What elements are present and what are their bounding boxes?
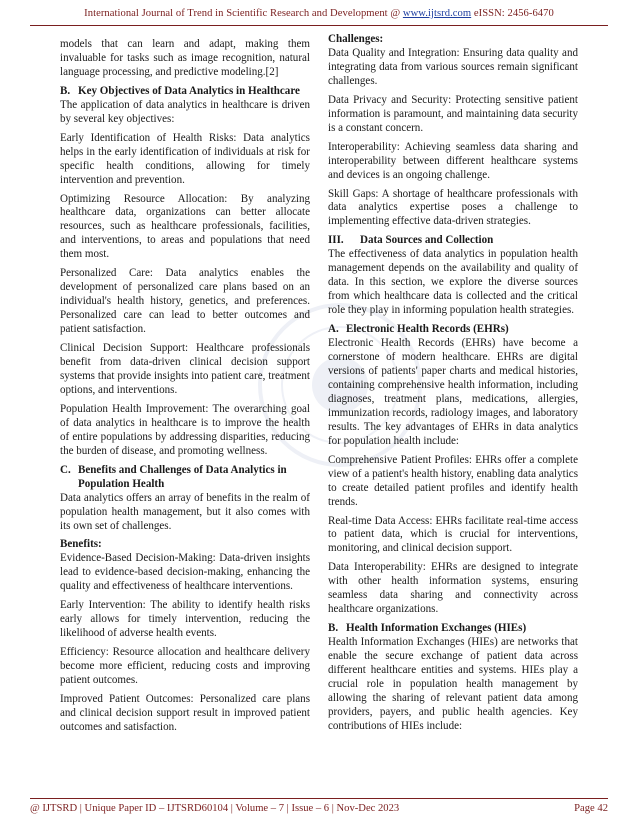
footer-info: @ IJTSRD | Unique Paper ID – IJTSRD60104 | Volume – 7 | Issue – 6 | Nov-Dec 2023 (30, 803, 400, 814)
paragraph: The application of data analytics in healthcare is driven by several key objectives: (60, 98, 310, 125)
section-number: C. (60, 463, 71, 476)
paragraph: Interoperability: Achieving seamless data sharing and interoperability between different healthcare systems and devices is an ongoing challenge. (328, 140, 578, 181)
paragraph: Early Intervention: The ability to identify health risks early allows for timely intervention, reducing the likelihood of adverse health events. (60, 599, 310, 640)
paragraph: Efficiency: Resource allocation and healthcare delivery become more efficient, reducing costs and improving patient outcomes. (60, 646, 310, 687)
journal-url-link[interactable]: www.ijtsrd.com (402, 8, 472, 19)
paragraph: Evidence-Based Decision-Making: Data-driven insights lead to evidence-based decision-making, enhancing the quality and effectiveness of healthcare interventions. (60, 552, 310, 593)
benefits-label: Benefits: (60, 538, 102, 551)
paragraph: Early Identification of Health Risks: Data analytics helps in the early identification of individuals at risk for specific health conditions, allowing for timely intervention and prevention. (60, 131, 310, 186)
paragraph: Improved Patient Outcomes: Personalized care plans and clinical decision support result in improved patient outcomes and satisfaction. (60, 692, 310, 733)
subsection-heading-a (328, 323, 578, 337)
section-number: B. (328, 622, 339, 635)
paragraph: Real-time Data Access: EHRs facilitate real-time access to patient data, which is crucial for interventions, monitoring, and clinical decision support. (328, 514, 578, 555)
paragraph: Population Health Improvement: The overarching goal of data analytics in healthcare is to improve the health of entire populations by addressing disparities, reducing the burden of disease, and promoting wellness. (60, 402, 310, 457)
paragraph: Health Information Exchanges (HIEs) are networks that enable the secure exchange of patient data across different healthcare entities and systems. HIEs play a crucial role in population health management by allowing the sharing of relevant patient data among providers, payers, and public health agencies. Key contributions of HIEs include: (328, 636, 578, 732)
section-heading-c (60, 464, 310, 492)
header-rule (30, 25, 608, 26)
paragraph: Data Interoperability: EHRs are designed to integrate with other health information systems, ensuring seamless data sharing and connectivity across healthcare organizations. (328, 561, 578, 616)
paragraph: Electronic Health Records (EHRs) have become a cornerstone of modern healthcare. EHRs are digital versions of patients' paper charts and medical histories, containing comprehensive health information, including diagnoses, treatment plans, medications, allergies, immunization records, radiology images, and laboratory results. The key advantages of EHRs in data analytics for population health include: (328, 337, 578, 447)
paragraph: Optimizing Resource Allocation: By analyzing healthcare data, organizations can better allocate resources, such as healthcare professionals, facilities, and interventions, to areas and populations that need them most. (60, 192, 310, 261)
paragraph: Skill Gaps: A shortage of healthcare professionals with data analytics expertise poses a challenge to implementing effective data-driven strategies. (328, 187, 578, 228)
paragraph: Data analytics offers an array of benefits in the realm of population health management, but it also comes with its own set of challenges. (60, 491, 310, 532)
running-header (0, 8, 638, 19)
paragraph: Personalized Care: Data analytics enables the development of personalized care plans based on an individual's health history, genetics, and preferences. Personalized care can lead to better outcomes and patient satisfaction. (60, 267, 310, 336)
subsection-heading-b (328, 622, 578, 636)
running-footer (30, 798, 608, 814)
section-number: A. (328, 323, 339, 336)
page-number: Page 42 (574, 803, 608, 814)
paragraph: models that can learn and adapt, making them invaluable for tasks such as image recognition, natural language processing, and predictive modeling.[2] (60, 38, 310, 78)
section-number: B. (60, 84, 71, 97)
section-title: Benefits and Challenges of Data Analytics in Population Health (78, 463, 287, 490)
section-title: Health Information Exchanges (HIEs) (346, 622, 527, 635)
section-heading-iii (328, 234, 578, 248)
paragraph: Data Privacy and Security: Protecting sensitive patient information is paramount, and maintaining data security is a constant concern. (328, 93, 578, 134)
section-heading-b (60, 85, 310, 99)
left-column (60, 38, 310, 735)
section-number: III. (328, 234, 344, 247)
challenges-label: Challenges: (328, 33, 384, 45)
paragraph: Clinical Decision Support: Healthcare professionals benefit from data-driven clinical decision support systems that provide insights into patient care, treatment options, and interventions. (60, 342, 310, 396)
section-title: Key Objectives of Data Analytics in Healthcare (78, 84, 300, 97)
paragraph: The effectiveness of data analytics in population health management depends on the availability and quality of data. In this section, we explore the diverse sources from which healthcare data is collected and the critical role they play in informing population health strategies. (328, 248, 578, 317)
right-column (328, 33, 578, 734)
section-title: Electronic Health Records (EHRs) (346, 323, 509, 336)
issn: eISSN: 2456-6470 (473, 8, 554, 19)
journal-name: International Journal of Trend in Scientific Research and Development @ (84, 8, 401, 19)
section-title: Data Sources and Collection (360, 234, 494, 247)
paragraph: Data Quality and Integration: Ensuring data quality and integrating data from various sources remain significant challenges. (328, 46, 578, 87)
paragraph: Comprehensive Patient Profiles: EHRs offer a complete view of a patient's health history, enabling data analytics to create detailed patient profiles and identify health trends. (328, 453, 578, 508)
